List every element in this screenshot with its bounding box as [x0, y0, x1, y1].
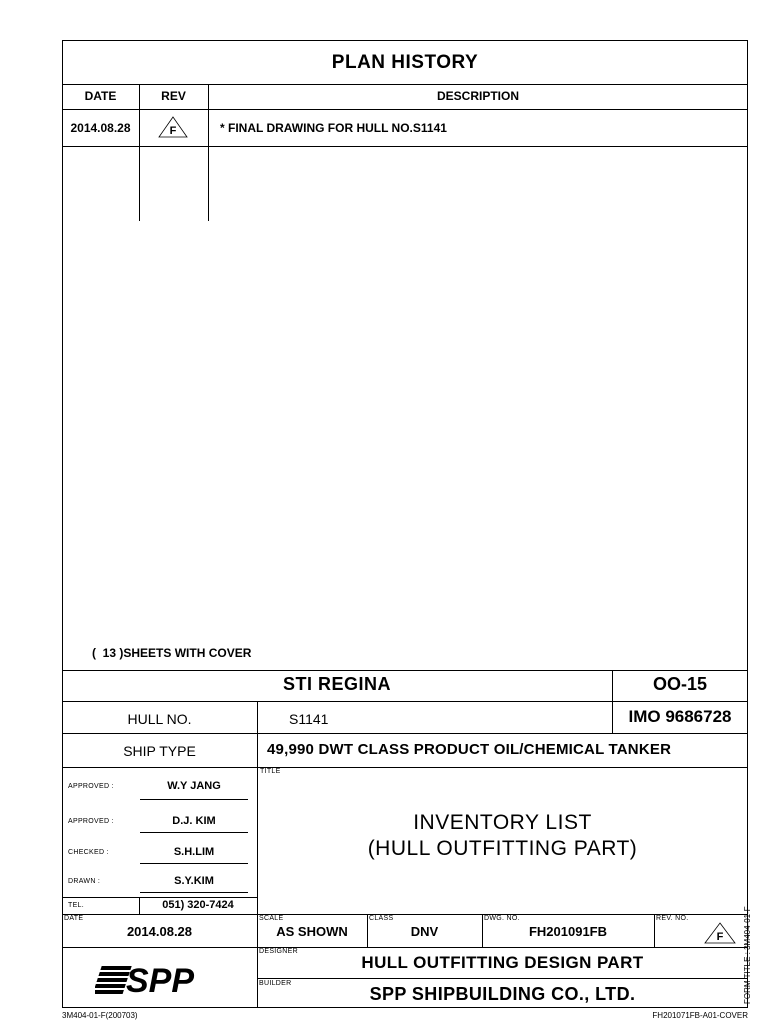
dwg-no-value: FH201091FB	[528, 924, 608, 939]
signature-line	[140, 799, 248, 800]
history-row-date: 2014.08.28	[70, 121, 131, 135]
signature-line	[140, 832, 248, 833]
divider	[62, 947, 748, 948]
date-label: DATE	[64, 915, 84, 922]
sheets-count: ( 13 )SHEETS WITH COVER	[92, 646, 252, 660]
divider	[62, 146, 748, 147]
approved1-label: APPROVED :	[68, 783, 114, 790]
signature-line	[140, 863, 248, 864]
form-number-left: 3M404-01-F(200703)	[62, 1011, 138, 1020]
drawn-label: DRAWN :	[68, 878, 101, 885]
revision-triangle-icon	[703, 921, 737, 945]
scale-label: SCALE	[259, 915, 284, 922]
builder-value: SPP SHIPBUILDING CO., LTD.	[369, 984, 636, 1004]
divider	[62, 767, 748, 768]
col-divider	[208, 84, 209, 221]
rev-no-label: REV. NO.	[656, 915, 689, 922]
col-divider	[257, 701, 258, 767]
approved2-name: D.J. KIM	[172, 815, 216, 827]
col-divider	[654, 914, 655, 947]
col-date-header: DATE	[84, 89, 117, 103]
ship-type-label: SHIP TYPE	[123, 743, 196, 759]
designer-value: HULL OUTFITTING DESIGN PART	[361, 953, 644, 972]
tel-value: 051) 320-7424	[162, 899, 234, 911]
col-rev-header: REV	[161, 89, 186, 103]
spp-logo	[95, 962, 225, 996]
class-value: DNV	[410, 924, 439, 939]
divider	[62, 84, 748, 85]
date-value: 2014.08.28	[126, 924, 193, 939]
form-number-right: FH201071FB-A01-COVER	[652, 1011, 748, 1020]
checked-name: S.H.LIM	[173, 846, 215, 858]
ship-name: STI REGINA	[282, 674, 391, 694]
signature-line	[140, 892, 248, 893]
history-row-desc: * FINAL DRAWING FOR HULL NO.S1141	[220, 121, 447, 135]
drawing-title-line1: INVENTORY LIST	[413, 811, 592, 834]
divider	[62, 733, 748, 734]
imo-number: IMO 9686728	[628, 707, 732, 726]
drawing-title-line2: (HULL OUTFITTING PART)	[367, 837, 638, 860]
checked-label: CHECKED :	[68, 849, 109, 856]
divider	[257, 978, 748, 979]
tel-label: TEL.	[68, 902, 84, 909]
divider	[62, 670, 748, 671]
svg-text:SPP: SPP	[125, 962, 195, 996]
designer-label: DESIGNER	[259, 948, 298, 955]
divider	[62, 914, 748, 915]
col-desc-header: DESCRIPTION	[436, 89, 519, 103]
ship-type-value: 49,990 DWT CLASS PRODUCT OIL/CHEMICAL TANKER	[267, 741, 672, 758]
divider	[62, 701, 748, 702]
approved2-label: APPROVED :	[68, 818, 114, 825]
form-title-side: FORM TITLE : 3M404-01-F	[743, 906, 752, 1004]
hull-no-value: S1141	[289, 711, 329, 727]
col-divider	[139, 84, 140, 221]
rev-no-value: F	[716, 931, 724, 943]
plan-history-title: PLAN HISTORY	[331, 52, 479, 73]
title-label: TITLE	[260, 768, 281, 775]
divider	[62, 897, 257, 898]
scale-value: AS SHOWN	[276, 924, 348, 939]
dwg-no-label: DWG. NO.	[484, 915, 520, 922]
approved1-name: W.Y JANG	[167, 780, 221, 792]
hull-no-label: HULL NO.	[127, 711, 192, 727]
builder-label: BUILDER	[259, 980, 292, 987]
divider	[62, 109, 748, 110]
class-label: CLASS	[369, 915, 394, 922]
history-row-rev: F	[169, 125, 177, 137]
ship-code: OO-15	[652, 674, 708, 694]
drawn-name: S.Y.KIM	[174, 875, 214, 887]
revision-triangle-icon	[157, 115, 189, 139]
